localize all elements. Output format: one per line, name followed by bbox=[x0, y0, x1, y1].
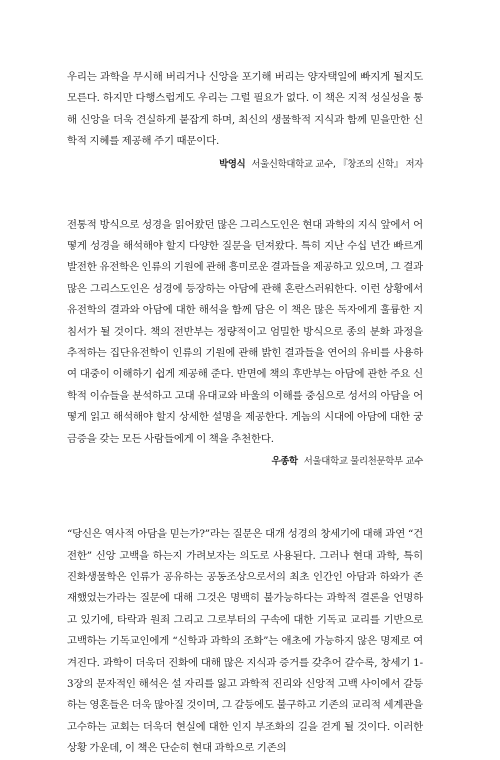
endorsement-3 bbox=[67, 524, 423, 759]
endorsement-text: 우리는 과학을 무시해 버리거나 신앙을 포기해 버리는 양자택일에 빠지게 될지도 모른다. 하지만 다행스럽게도 우리는 그럴 필요가 없다. 이 책은 지적 성실성을 통해 신앙을 더욱 견실하게 붙잡게 하며, 최신의 생물학적 지식과 함께 믿을만한 신학적 지혜를 제공해 주기 때문이다. bbox=[67, 71, 423, 148]
endorsement-2 bbox=[67, 215, 423, 469]
endorser-description: 서울신학대학교 교수, 『창조의 신학』 저자 bbox=[251, 158, 423, 170]
endorser-name: 우종학 bbox=[271, 456, 298, 468]
endorsement-attribution bbox=[67, 158, 423, 172]
endorsement-1 bbox=[67, 67, 423, 172]
endorsement-text: “당신은 역사적 아담을 믿는가?”라는 질문은 대개 성경의 창세기에 대해 과연 “건전한” 신앙 고백을 하는지 가려보자는 의도로 사용된다. 그러나 현대 과학, 특히 진화생물학은 인류가 공유하는 공동조상으로서의 최초 인간인 아담과 하와가 존재했었는가라는 질문에 대해 그것은 명백히 불가능하다는 과학적 결론을 언명하고 있기에, 타락과 원죄 그리고 그로부터의 구속에 대한 기독교 교리를 기반으로 고백하는 기독교인에게 “신학과 과학의 조화”는 애초에 가능하지 않은 명제로 여겨진다. 과학이 더욱더 진화에 대해 많은 지식과 증거를 갖추어 갈수록, 창세기 1-3장의 문자적인 해석은 설 자리를 잃고 과학적 진리와 신앙적 고백 사이에서 갈등하는 영혼들은 더욱 많아질 것이며, 그 갈등에도 불구하고 기존의 교리적 세계관을 고수하는 교회는 더욱더 현실에 대한 인지 부조화의 길을 걷게 될 것이다. 이러한 상황 가운데, 이 책은 단순히 현대 과학으로 기존의 bbox=[67, 528, 423, 755]
endorsement-attribution bbox=[67, 455, 423, 469]
endorser-name: 박영식 bbox=[219, 158, 246, 170]
endorsements-page bbox=[67, 67, 423, 760]
endorser-description: 서울대학교 물리천문학부 교수 bbox=[303, 456, 423, 468]
endorsement-text: 전통적 방식으로 성경을 읽어왔던 많은 그리스도인은 현대 과학의 지식 앞에서 어떻게 성경을 해석해야 할지 다양한 질문을 던져왔다. 특히 지난 수십 년간 빠르게 발전한 유전학은 인류의 기원에 관해 흥미로운 결과들을 제공하고 있으며, 그 결과 많은 그리스도인은 성경에 등장하는 아담에 관해 혼란스러워한다. 이런 상황에서 유전학의 결과와 아담에 대한 해석을 함께 담은 이 책은 많은 독자에게 훌륭한 지침서가 될 것이다. 책의 전반부는 정량적이고 엄밀한 방식으로 종의 분화 과정을 추적하는 집단유전학이 인류의 기원에 관해 밝힌 결과들을 연어의 유비를 사용하여 대중이 이해하기 쉽게 제공해 준다. 반면에 책의 후반부는 아담에 관한 주요 신학적 이슈들을 분석하고 고대 유대교와 바울의 이해를 중심으로 성서의 아담을 어떻게 읽고 해석해야 할지 상세한 설명을 제공한다. 게놈의 시대에 아담에 대한 궁금증을 갖는 모든 사람들에게 이 책을 추천한다. bbox=[67, 218, 423, 445]
